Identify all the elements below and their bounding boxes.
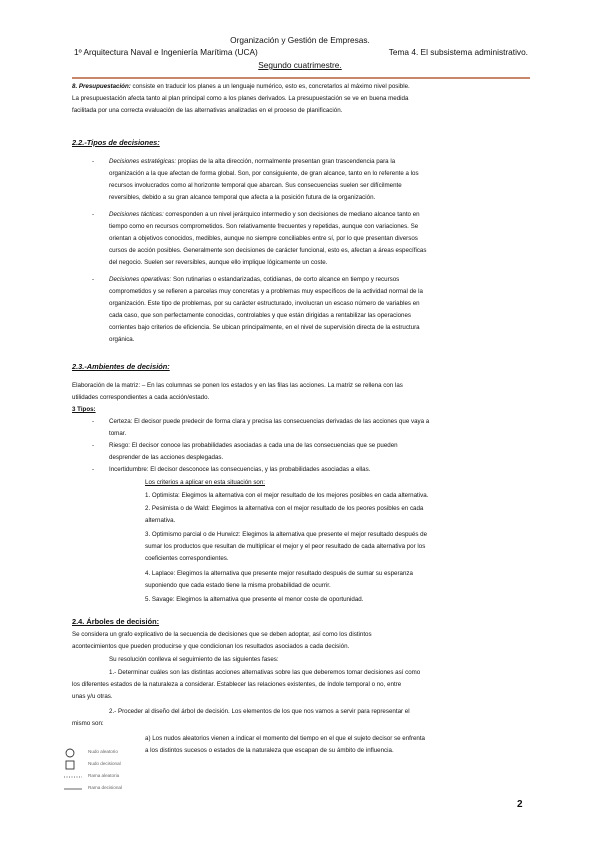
incertidumbre-line: Incertidumbre: El decisor desconoce las consecuencias, y las probabilidades asociadas a ellas. <box>109 466 371 473</box>
bullet-dash: - <box>92 466 95 473</box>
tacticas-text: corresponden a un nivel jerárquico intermedio y son decisiones de mediano alcance tanto en <box>163 211 420 218</box>
operativas-line-6: orgánica. <box>109 336 135 343</box>
matriz-line-1: Elaboración de la matriz: – En las columnas se ponen los estados y en las filas las acciones. La matriz se rellena con las <box>72 382 403 389</box>
criterio-hurwicz-line-3: coeficientes correspondientes. <box>145 555 229 562</box>
operativas-line-1 <box>109 274 399 286</box>
program-name: 1º Arquitectura Naval e Ingeniería Marítima (UCA) <box>74 47 258 57</box>
semester-text: Segundo cuatrimestre. <box>258 60 342 70</box>
bullet-dash: - <box>92 211 95 218</box>
bullet-dash: - <box>92 276 95 283</box>
tacticas-line-5: del negocio. Suelen ser reversibles, aunque ello implique lógicamente un coste. <box>109 259 328 266</box>
legend-label: Nudo decisional <box>88 761 121 766</box>
certeza-line-2: tomar. <box>109 430 127 437</box>
tipos-label: 3 Tipos: <box>72 406 96 413</box>
presupuestacion-lead: 8. Presupuestación: <box>72 83 131 90</box>
legend-label: Rama decisional <box>88 785 122 790</box>
topic-name: Tema 4. El subsistema administrativo. <box>388 47 528 57</box>
section-heading-tipos-decisiones: 2.2.-Tipos de decisiones: <box>72 138 160 147</box>
criterio-laplace-line-2: suponiendo que cada estado tiene la misma probabilidad de ocurrir. <box>145 582 331 589</box>
operativas-line-2: comprometidos y se refieren a parcelas muy concretas y a problemas muy específicos de la actividad normal de la <box>109 288 423 295</box>
bullet-dash: - <box>92 442 95 449</box>
paso1-line-1: 1.- Determinar cuáles son las distintas acciones alternativas sobre las que deberemos tomar decisiones así como <box>109 669 421 676</box>
estrategicas-line-1 <box>109 156 395 168</box>
header-divider <box>72 77 530 79</box>
criterio-pesimista-line-2: alternativa. <box>145 517 176 524</box>
paso2-line-2: mismo son: <box>72 720 104 727</box>
criterio-savage: 5. Savage: Elegimos la alternativa que presente el menor coste de oportunidad. <box>145 596 364 603</box>
criterio-laplace-line-1: 4. Laplace: Elegimos la alternativa que presente mejor resultado después de sumar su esperanza <box>145 570 413 577</box>
criterio-hurwicz-line-2: sumar los productos que resultan de multiplicar el mejor y el peor resultado de cada alternativa por los <box>145 543 426 550</box>
paso1-line-3: unas y/u otras. <box>72 693 113 700</box>
paso2a-line-2: a los distintos sucesos o estados de la naturaleza que escapan de su ámbito de influencia. <box>145 747 394 754</box>
operativas-text: Son rutinarias o estandarizadas, cotidianas, de corto alcance en tiempo y recursos <box>171 276 400 283</box>
paso2a-line-1: a) Los nudos aleatorios vienen a indicar el momento del tiempo en el que el sujeto decisor se enfrenta <box>145 735 425 742</box>
tacticas-line-4: cursos de acción posibles. Generalmente son decisiones de carácter funcional, esto es, afectan a áreas específicas <box>109 247 427 254</box>
riesgo-line-2: desprender de las acciones desplegadas. <box>109 454 224 461</box>
bullet-dash: - <box>92 158 95 165</box>
presupuestacion-line-2: La presupuestación afecta tanto al plan principal como a los planes derivados. La presupuestación se ve en buena medida <box>72 95 409 102</box>
matriz-line-2: utilidades correspondientes a cada acción/estado. <box>72 394 210 401</box>
operativas-line-5: corrientes bajo criterios de eficiencia. Se ubican principalmente, en el nivel de supervisión directa de la estructura <box>109 324 420 331</box>
arboles-line-2: acontecimientos que pueden producirse y que condicionan los resultados asociados a cada decisión. <box>72 643 350 650</box>
tacticas-line-2: tiempo como en recursos comprometidos. Son relativamente frecuentes y repetidas, aunque con variaciones. Se <box>109 223 419 230</box>
criterio-hurwicz-line-1: 3. Optimismo parcial o de Hurwicz: Elegimos la alternativa que presente el mejor resultado después de <box>145 531 428 538</box>
estrategicas-text: propias de la alta dirección, normalmente presentan gran trascendencia para la <box>176 158 396 165</box>
course-title: Organización y Gestión de Empresas. <box>230 35 370 45</box>
operativas-line-3: organización. Este tipo de problemas, por su carácter estructurado, involucran un escaso número de variables en <box>109 300 420 307</box>
operativas-line-4: cada caso, que son perfectamente conocidas, controlables y que están dirigidas a rentabilizar las operaciones <box>109 312 411 319</box>
square-icon <box>64 760 78 770</box>
estrategicas-line-4: reversibles, debido a su gran alcance temporal que afecta a la posición futura de la organización. <box>109 194 376 201</box>
presupuestacion-line-3: facilitada por una correcta evaluación de las alternativas analizadas en el proceso de planificación. <box>72 107 343 114</box>
estrategicas-line-2: organización a la que afectan de forma global. Son, por consiguiente, de gran alcance, tanto en lo referente a los <box>109 170 419 177</box>
presupuestacion-line-1 <box>72 81 410 93</box>
legend-label: Nudo aleatorio <box>88 749 118 754</box>
criterio-pesimista-line-1: 2. Pesimista o de Wald: Elegimos la alternativa con el mejor resultado de los peores posibles en cada <box>145 505 424 512</box>
criterio-optimista: 1. Optimista: Elegimos la alternativa con el mejor resultado de los mejores posibles en cada alternativa. <box>145 492 429 499</box>
certeza-line-1: Certeza: El decisor puede predecir de forma clara y precisa las consecuencias derivadas de las acciones que vaya a <box>109 418 430 425</box>
tacticas-lead: Decisiones tácticas: <box>109 211 164 218</box>
section-heading-ambientes: 2.3.-Ambientes de decisión: <box>72 362 170 371</box>
tacticas-line-1 <box>109 209 420 221</box>
estrategicas-lead: Decisiones estratégicas: <box>109 158 177 165</box>
section-heading-arboles: 2.4. Árboles de decisión: <box>72 617 160 626</box>
page-number: 2 <box>517 799 523 810</box>
legend-label: Rama aleatoria <box>88 773 120 778</box>
operativas-lead: Decisiones operativas: <box>109 276 172 283</box>
presupuestacion-text: consiste en traducir los planes a un lenguaje numérico, esto es, concretarlos al máximo nivel posible. <box>130 83 410 90</box>
dotted-line-icon <box>64 772 84 782</box>
semester-label <box>0 60 600 70</box>
bullet-dash: - <box>92 418 95 425</box>
paso1-line-2: los diferentes estados de la naturaleza a considerar. Establecer las relaciones existentes, de índole temporal o no, entre <box>72 681 402 688</box>
criterios-title: Los criterios a aplicar en esta situación son: <box>145 479 266 486</box>
paso2-line-1: 2.- Proceder al diseño del árbol de decisión. Los elementos de los que nos vamos a servir para representar el <box>109 708 410 715</box>
solid-line-icon <box>64 784 84 794</box>
circle-icon <box>64 748 78 758</box>
estrategicas-line-3: recursos involucrados como al horizonte temporal que abarcan. Sus consecuencias suelen ser difícilmente <box>109 182 402 189</box>
riesgo-line-1: Riesgo: El decisor conoce las probabilidades asociadas a cada una de las consecuencias que se pueden <box>109 442 398 449</box>
header-row <box>74 47 528 57</box>
tacticas-line-3: orientan a objetivos conocidos, medibles, aunque no siempre conciliables entre sí, por lo que presentan diversos <box>109 235 418 242</box>
arboles-line-1: Se considera un grafo explicativo de la secuencia de decisiones que se deben adoptar, así como los distintos <box>72 631 372 638</box>
resolucion-line: Su resolución conlleva el seguimiento de las siguientes fases: <box>109 656 279 663</box>
